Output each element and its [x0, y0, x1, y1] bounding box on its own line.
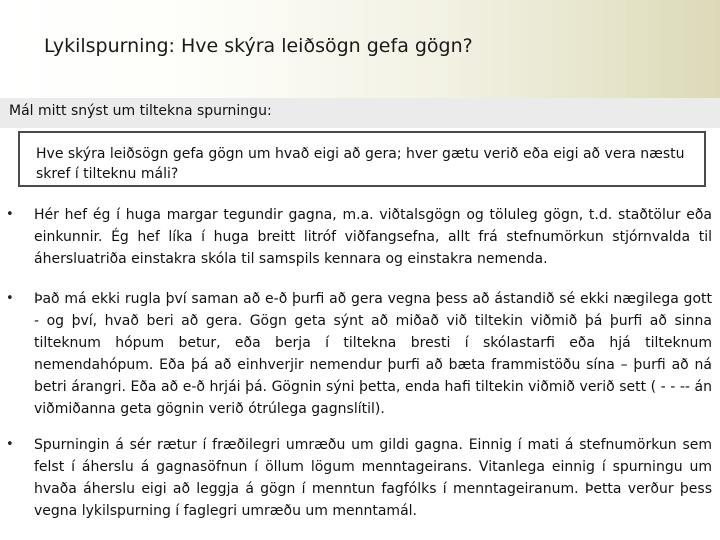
question-text: Hve skýra leiðsögn gefa gögn um hvað eigi að gera; hver gætu verið eða eigi að vera næstu skref í tilteknu máli?: [36, 146, 685, 182]
bullet-icon: •: [6, 207, 14, 222]
bullet-text: Það má ekki rugla því saman að e-ð þurfi að gera vegna þess að ástandið sé ekki nægilega gott - og því, hvað beri að gera. Gögn geta sýnt að miðað við tiltekin viðmið þá þurfi að sinna tilteknum hópum betur, eða berja í tiltekna bresti í skólastarfi eða hjá tilteknum nemendahópum. Eða þá að einhverjir nemendur þurfi að bæta frammistöðu sína – þurfi að ná betri árangri. Eða að e-ð hrjái þá. Gögnin sýni þetta, enda hafi tiltekin viðmið verið sett ( - - -- án viðmiðanna geta gögnin verið ótrúlega gagnslítil).: [34, 291, 712, 417]
bullet-text: Spurningin á sér rætur í fræðilegri umræðu um gildi gagna. Einnig í mati á stefnumörkun sem felst í áherslu á gagnasöfnun í öllum lögum menntageirans. Vitanlega einnig í spurningu um hvaða áherslu eigi að leggja á gögn í menntun fagfólks í menntageiranum. Þetta verður þess vegna lykilspurning í faglegri umræðu um menntamál.: [34, 437, 712, 519]
question-box: [18, 131, 706, 187]
header-band: [0, 0, 720, 98]
subtitle-text: Mál mitt snýst um tiltekna spurningu:: [9, 103, 272, 119]
subtitle-bar: [0, 98, 720, 128]
slide-title: Lykilspurning: Hve skýra leiðsögn gefa gögn?: [44, 35, 473, 57]
bullet-icon: •: [6, 291, 14, 306]
bullet-text: Hér hef ég í huga margar tegundir gagna, m.a. viðtalsgögn og töluleg gögn, t.d. staðtölur eða einkunnir. Ég hef líka í huga breitt litróf viðfangsefna, allt frá stefnumörkun stjórnvalda til áhersluatriða einstakra skóla til samspils kennara og einstakra nemenda.: [34, 207, 712, 267]
bullet-icon: •: [6, 437, 14, 452]
